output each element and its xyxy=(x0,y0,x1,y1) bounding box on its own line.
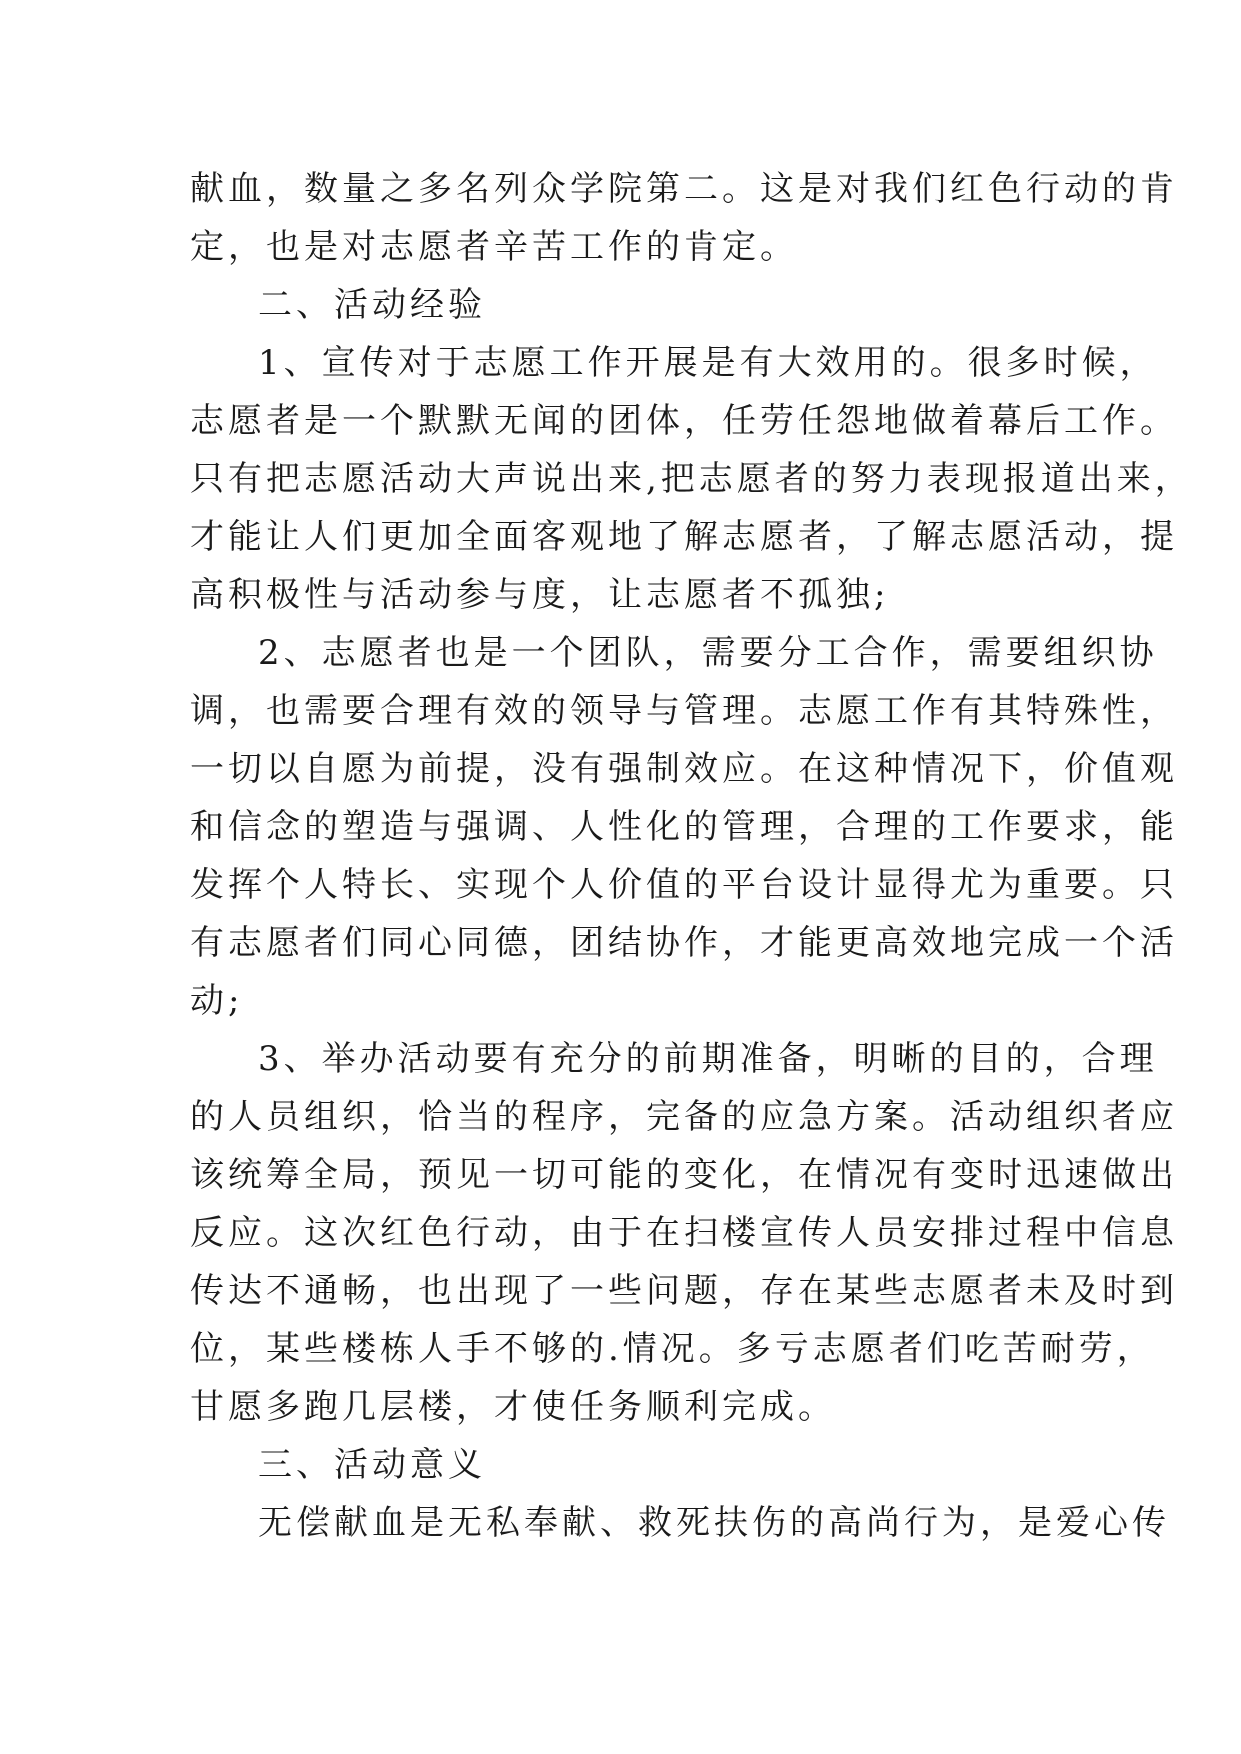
text-line: 志愿者是一个默默无闻的团体，任劳任怨地做着幕后工作。 xyxy=(190,401,1178,441)
text-line: 献血，数量之多名列众学院第二。这是对我们红色行动的肯 xyxy=(190,169,1178,209)
text-line: 高积极性与活动参与度，让志愿者不孤独; xyxy=(190,575,890,615)
document-body xyxy=(190,160,1193,1552)
text-line: 只有把志愿活动大声说出来,把志愿者的努力表现报道出来， xyxy=(190,459,1193,499)
text-line: 动; xyxy=(190,981,244,1021)
text-line: 定，也是对志愿者辛苦工作的肯定。 xyxy=(190,227,798,267)
text-line: 的人员组织，恰当的程序，完备的应急方案。活动组织者应 xyxy=(190,1097,1178,1137)
text-line: 发挥个人特长、实现个人价值的平台设计显得尤为重要。只 xyxy=(190,865,1178,905)
text-line: 才能让人们更加全面客观地了解志愿者，了解志愿活动，提 xyxy=(190,517,1178,557)
text-line: 3、举办活动要有充分的前期准备，明晰的目的，合理 xyxy=(258,1039,1158,1079)
text-line: 位，某些楼栋人手不够的.情况。多亏志愿者们吃苦耐劳， xyxy=(190,1329,1155,1369)
text-line: 二、活动经验 xyxy=(258,285,486,325)
text-line: 无偿献血是无私奉献、救死扶伤的高尚行为，是爱心传 xyxy=(258,1503,1170,1543)
text-line: 1、宣传对于志愿工作开展是有大效用的。很多时候， xyxy=(258,343,1158,383)
text-line: 调，也需要合理有效的领导与管理。志愿工作有其特殊性， xyxy=(190,691,1178,731)
text-line: 甘愿多跑几层楼，才使任务顺利完成。 xyxy=(190,1387,836,1427)
text-line: 该统筹全局，预见一切可能的变化，在情况有变时迅速做出 xyxy=(190,1155,1178,1195)
text-line: 传达不通畅，也出现了一些问题，存在某些志愿者未及时到 xyxy=(190,1271,1178,1311)
text-line: 三、活动意义 xyxy=(258,1445,486,1485)
text-line: 和信念的塑造与强调、人性化的管理，合理的工作要求，能 xyxy=(190,807,1178,847)
text-line: 2、志愿者也是一个团队，需要分工合作，需要组织协 xyxy=(258,633,1158,673)
text-line: 一切以自愿为前提，没有强制效应。在这种情况下，价值观 xyxy=(190,749,1178,789)
text-line: 有志愿者们同心同德，团结协作，才能更高效地完成一个活 xyxy=(190,923,1178,963)
text-line: 反应。这次红色行动，由于在扫楼宣传人员安排过程中信息 xyxy=(190,1213,1178,1253)
